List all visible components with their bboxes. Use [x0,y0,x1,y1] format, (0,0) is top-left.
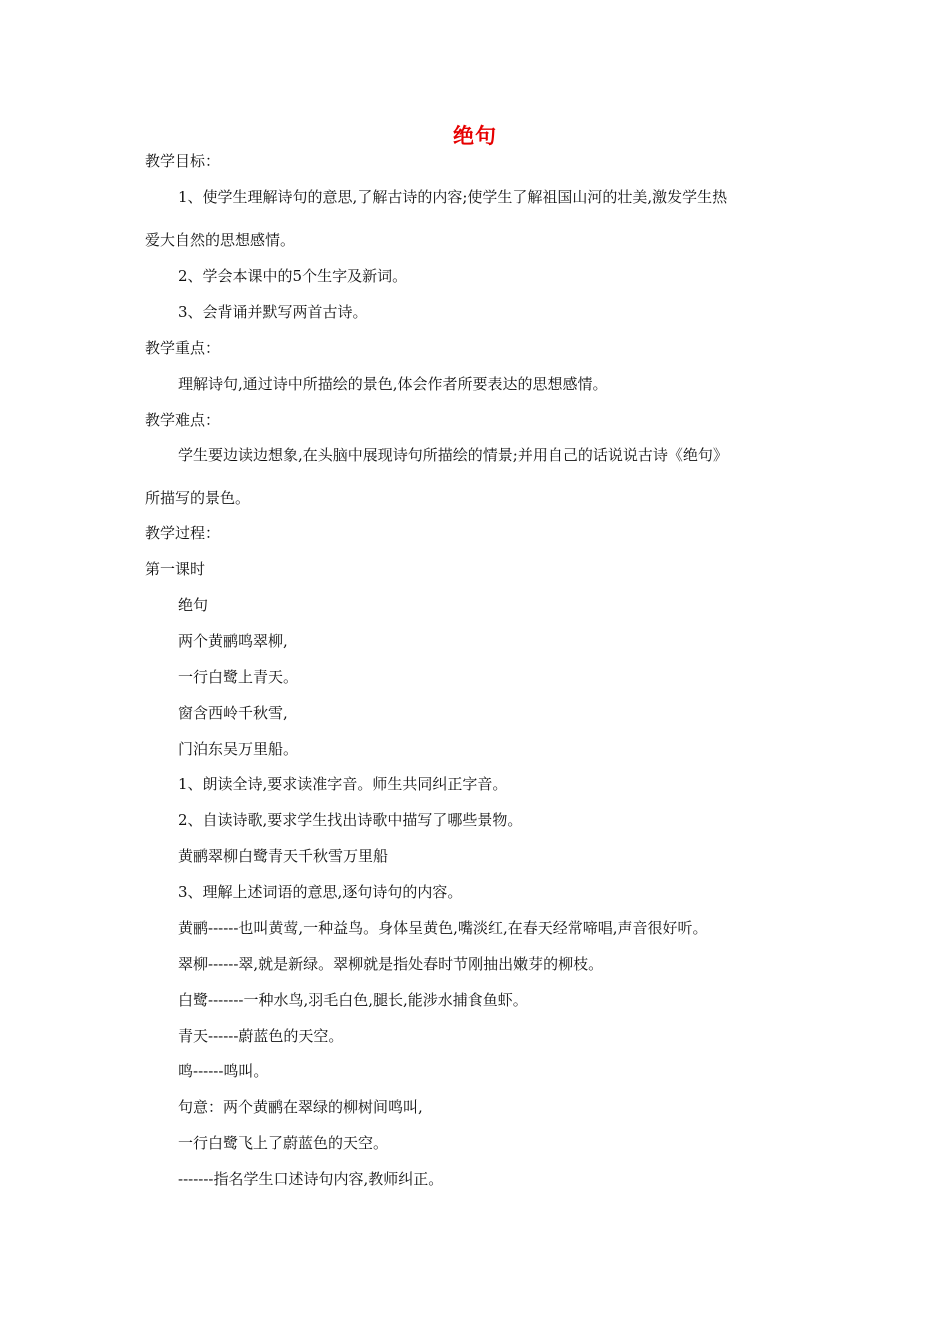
vocab-line: 青天------蔚蓝色的天空。 [178,1027,344,1045]
paragraph-line: 句意：两个黄鹂在翠绿的柳树间鸣叫, [178,1098,423,1116]
paragraph-line: 一行白鹭飞上了蔚蓝色的天空。 [178,1134,389,1152]
vocab-line: 翠柳------翠,就是新绿。翠柳就是指处春时节刚抽出嫩芽的柳枝。 [178,955,604,973]
paragraph-line: 学生要边读边想象,在头脑中展现诗句所描绘的情景;并用自己的话说说古诗《绝句》 [178,446,728,464]
paragraph-line: 爱大自然的思想感情。 [145,231,296,249]
vocab-line: 白鹭-------一种水鸟,羽毛白色,腿长,能涉水捕食鱼虾。 [178,991,528,1009]
poem-title: 绝句 [178,596,209,614]
vocab-line: 鸣------鸣叫。 [178,1062,269,1080]
document-title: 绝句 [453,124,497,148]
vocab-line: 黄鹂------也叫黄莺,一种益鸟。身体呈黄色,嘴淡红,在春天经常啼唱,声音很好听。 [178,919,708,937]
paragraph-line: 1、使学生理解诗句的意思,了解古诗的内容;使学生了解祖国山河的壮美,激发学生热 [178,188,728,206]
heading-first-lesson: 第一课时 [145,560,206,578]
poem-line: 窗含西岭千秋雪, [178,704,288,722]
heading-process: 教学过程： [145,524,221,542]
heading-key-points: 教学重点： [145,339,221,357]
paragraph-line: 3、会背诵并默写两首古诗。 [178,303,368,321]
paragraph-line: 2、学会本课中的5个生字及新词。 [178,267,408,285]
paragraph-line: 3、理解上述词语的意思,逐句诗句的内容。 [178,883,463,901]
poem-line: 一行白鹭上青天。 [178,668,299,686]
paragraph-line: 理解诗句,通过诗中所描绘的景色,体会作者所要表达的思想感情。 [178,375,608,393]
heading-objectives: 教学目标： [145,152,221,170]
paragraph-line: 1、朗读全诗,要求读准字音。师生共同纠正字音。 [178,775,508,793]
paragraph-line: 黄鹂翠柳白鹭青天千秋雪万里船 [178,847,389,865]
paragraph-line: 2、自读诗歌,要求学生找出诗歌中描写了哪些景物。 [178,811,523,829]
heading-difficulties: 教学难点： [145,411,221,429]
poem-line: 门泊东吴万里船。 [178,740,299,758]
paragraph-line: -------指名学生口述诗句内容,教师纠正。 [178,1170,444,1188]
paragraph-line: 所描写的景色。 [145,489,251,507]
poem-line: 两个黄鹂鸣翠柳, [178,632,288,650]
